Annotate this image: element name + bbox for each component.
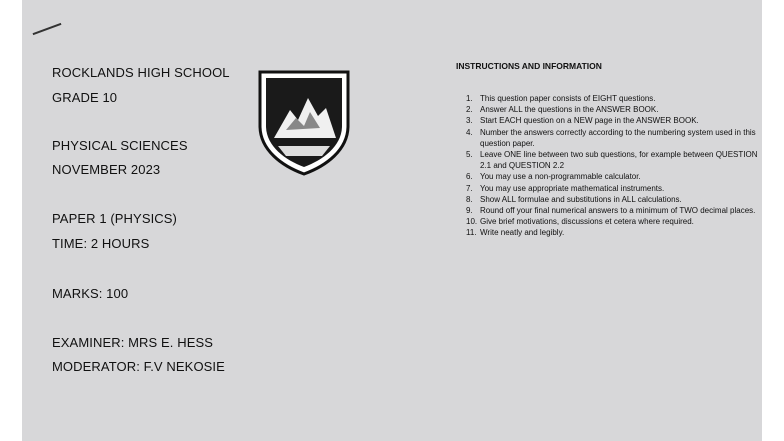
grade-label: GRADE 10 <box>52 90 118 105</box>
instruction-item <box>466 93 762 104</box>
session-label: NOVEMBER 2023 <box>52 162 161 177</box>
instruction-number: 8. <box>466 194 473 204</box>
instruction-text: Show ALL formulae and substitutions in ALL calculations. <box>480 194 682 204</box>
instructions-list <box>466 93 762 239</box>
instruction-text: Leave ONE line between two sub questions, for example between QUESTION 2.1 and QUESTION 2.2 <box>480 150 758 171</box>
time-label: TIME: 2 HOURS <box>52 236 150 251</box>
instruction-item <box>466 194 762 205</box>
instruction-text: Give brief motivations, discussions et cetera where required. <box>480 217 694 227</box>
instruction-item <box>466 127 762 149</box>
marks-label: MARKS: 100 <box>52 286 129 301</box>
instruction-item <box>466 205 762 216</box>
instruction-text: Start EACH question on a NEW page in the ANSWER BOOK. <box>480 116 699 126</box>
instruction-number: 5. <box>466 150 473 160</box>
subject-label: PHYSICAL SCIENCES <box>52 138 188 153</box>
instructions-title: INSTRUCTIONS AND INFORMATION <box>456 61 602 71</box>
instruction-text: You may use a non-programmable calculator. <box>480 172 641 182</box>
instruction-text: This question paper consists of EIGHT questions. <box>480 94 656 103</box>
instruction-item <box>466 216 762 227</box>
instruction-text: Round off your final numerical answers to a minimum of TWO decimal places. <box>480 206 756 216</box>
school-crest-logo <box>256 68 352 176</box>
instruction-text: Number the answers correctly according to the numbering system used in this question paper. <box>480 127 756 148</box>
instruction-number: 10. <box>466 217 478 227</box>
paper-label: PAPER 1 (PHYSICS) <box>52 211 177 226</box>
instruction-number: 3. <box>466 116 473 126</box>
instruction-number: 11. <box>466 228 477 238</box>
instruction-number: 1. <box>466 94 473 103</box>
instruction-item <box>466 227 762 238</box>
instruction-number: 7. <box>466 183 473 193</box>
instruction-item <box>466 104 762 115</box>
instruction-text: Answer ALL the questions in the ANSWER BOOK. <box>480 105 659 115</box>
instruction-number: 6. <box>466 172 473 182</box>
instruction-text: Write neatly and legibly. <box>480 228 565 238</box>
instruction-item <box>466 149 762 171</box>
instruction-number: 9. <box>466 206 473 216</box>
instruction-number: 4. <box>466 127 473 137</box>
instruction-item <box>466 183 762 194</box>
instruction-number: 2. <box>466 105 473 115</box>
moderator-label: MODERATOR: F.V NEKOSIE <box>52 359 225 374</box>
examiner-label: EXAMINER: MRS E. HESS <box>52 335 214 350</box>
instruction-text: You may use appropriate mathematical instruments. <box>480 183 665 193</box>
instruction-item <box>466 171 762 182</box>
school-name: ROCKLANDS HIGH SCHOOL <box>52 65 230 80</box>
instruction-item <box>466 115 762 126</box>
